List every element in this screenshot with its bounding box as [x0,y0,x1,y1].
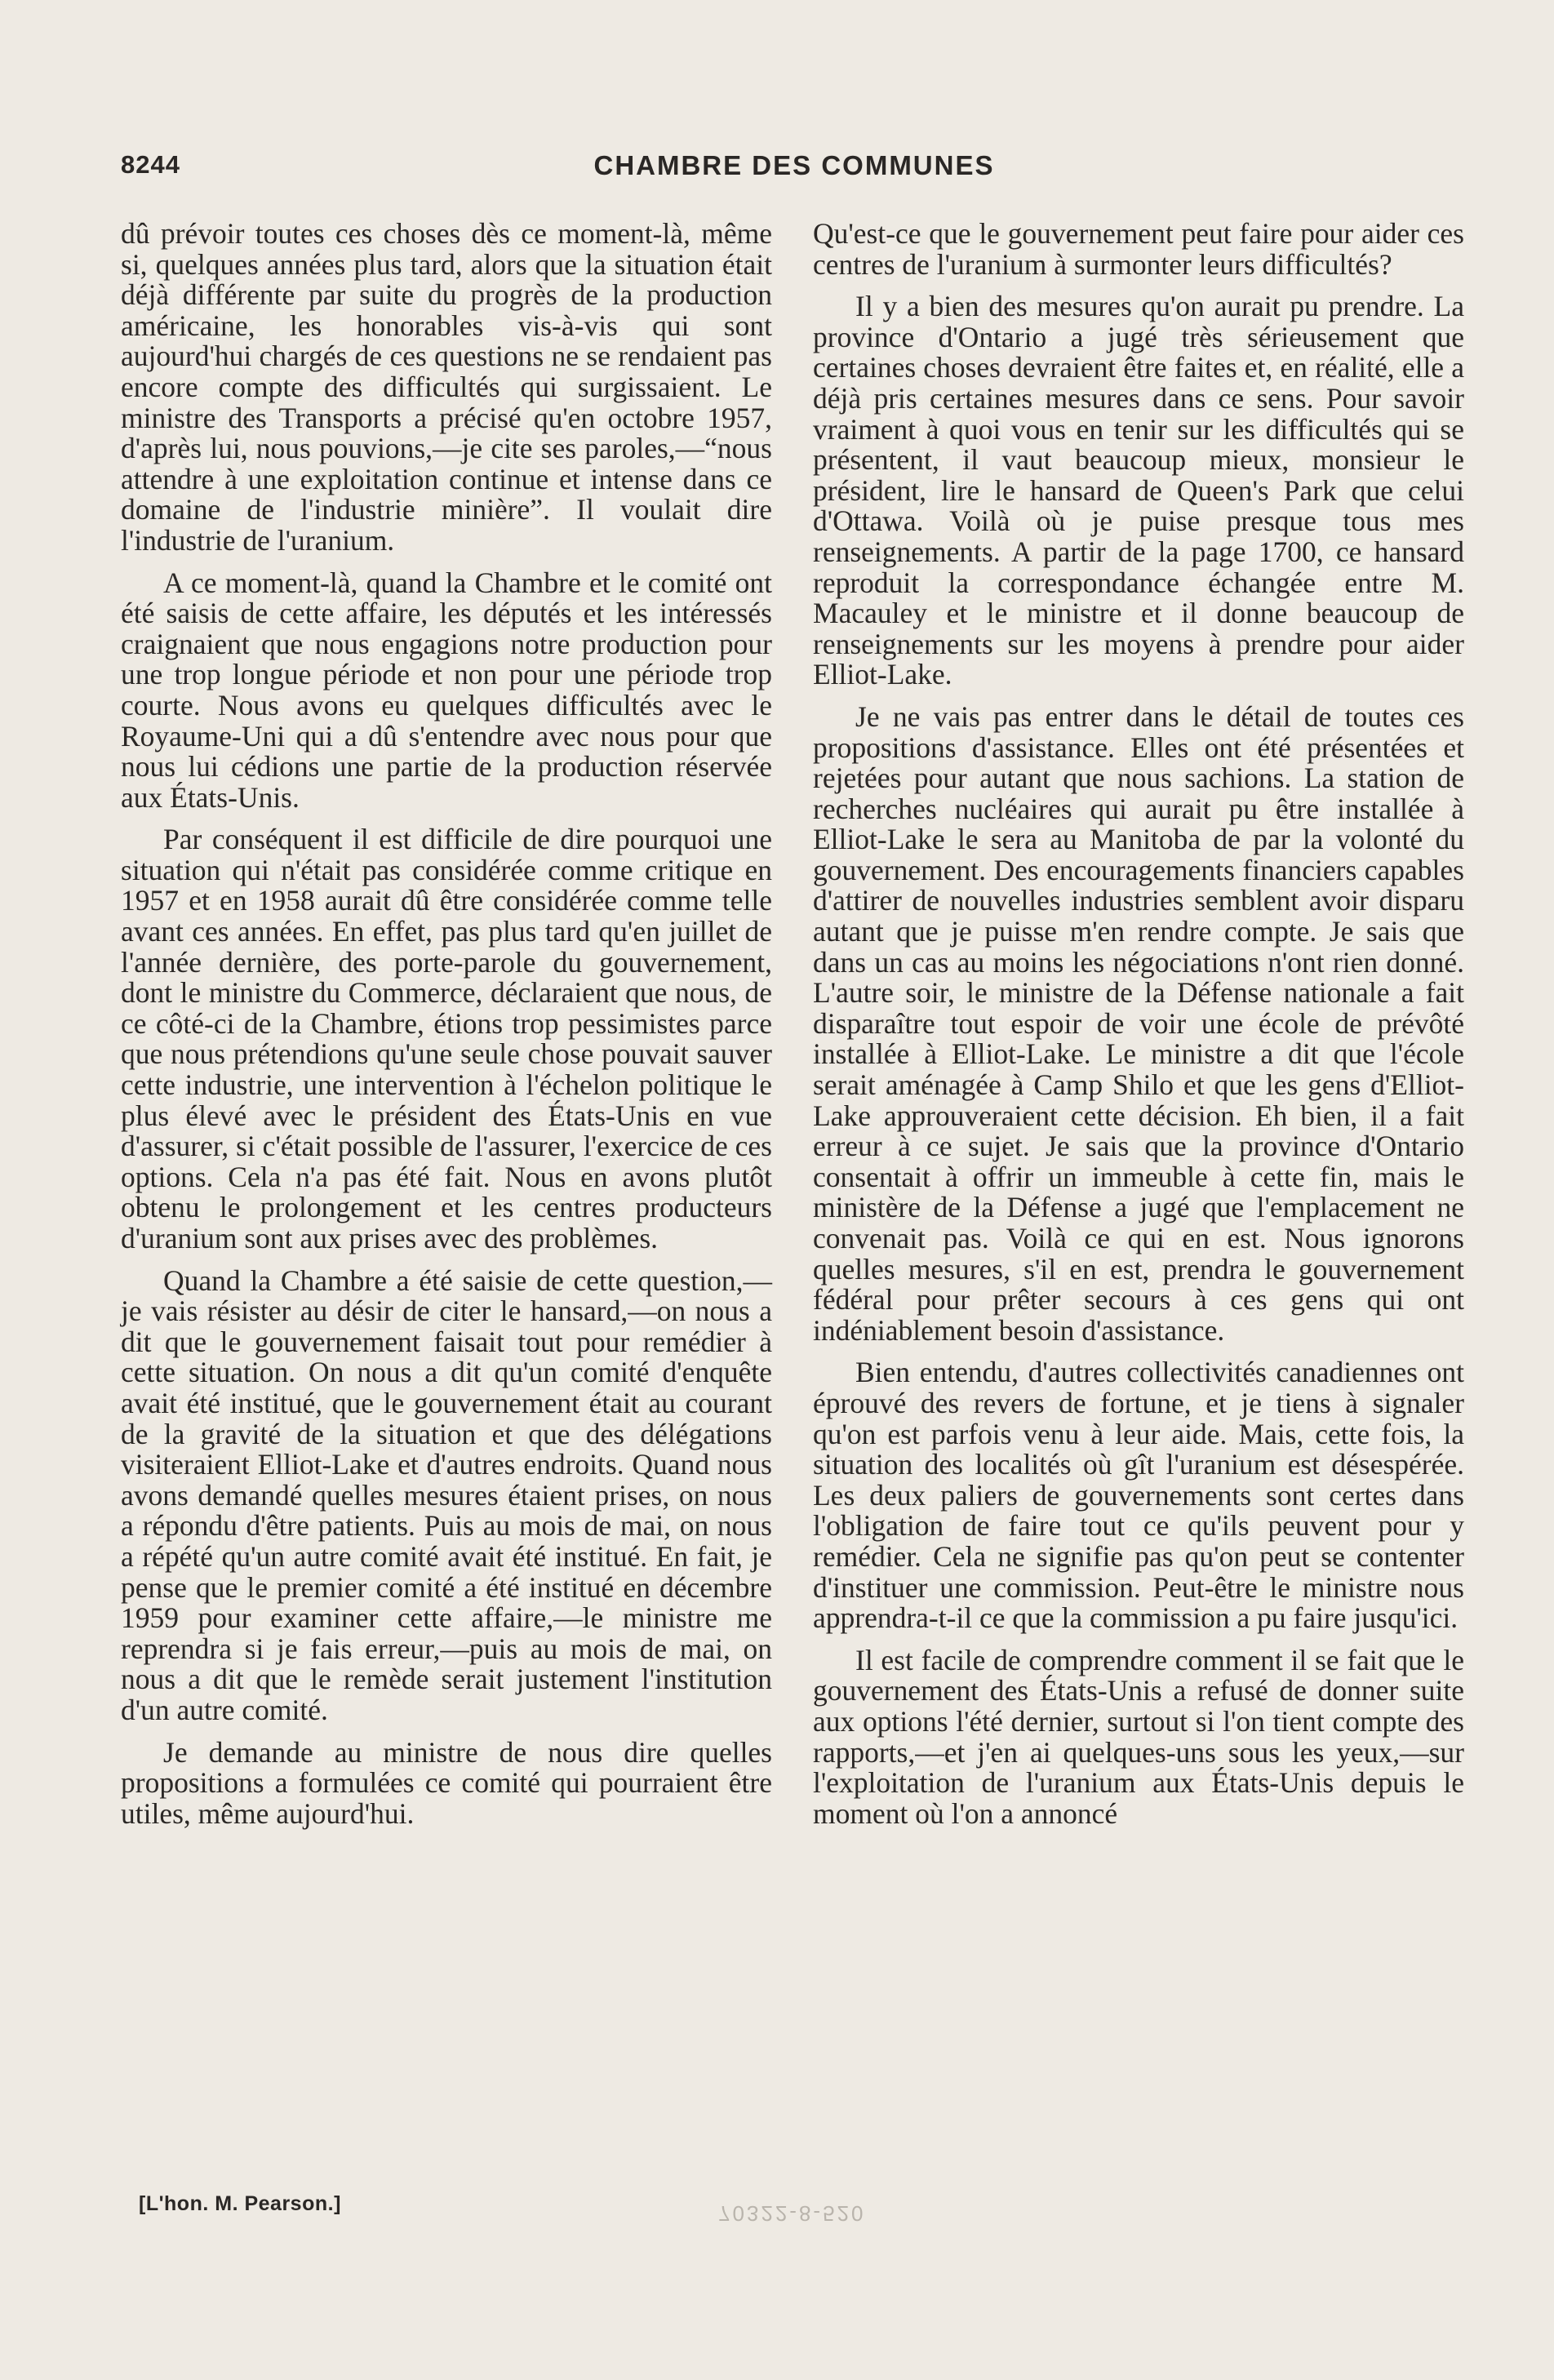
paragraph: dû prévoir toutes ces choses dès ce moment-là, même si, quelques années plus tard, alors que la situation était déjà différente par suite du progrès de la production américaine, les honorables vis-à-vis qui sont aujourd'hui chargés de ces questions ne se rendaient pas encore compte des difficultés qui surgissaient. Le ministre des Transports a précisé qu'en octobre 1957, d'après lui, nous pouvions,—je cite ses paroles,—“nous attendre à une exploitation continue et intense dans ce domaine de l'industrie minière”. Il voulait dire l'industrie de l'uranium. [121,217,772,557]
left-column [121,219,772,1841]
paragraph: Il est facile de comprendre comment il se fait que le gouvernement des États-Unis a refusé de donner suite aux options l'été dernier, surtout si l'on tient compte des rapports,—et j'en ai quelques-uns sous les yeux,—sur l'exploitation de l'uranium aux États-Unis depuis le moment où l'on a annoncé [813,1643,1464,1830]
speaker-attribution: [L'hon. M. Pearson.] [139,2192,341,2215]
paragraph: Quand la Chambre a été saisie de cette question,—je vais résister au désir de citer le hansard,—on nous a dit que le gouvernement faisait tout pour remédier à cette situation. On nous a dit qu'un comité d'enquête avait été institué, que le gouvernement était au courant de la gravité de la situation et que des délégations visiteraient Elliot-Lake et d'autres endroits. Quand nous avons demandé quelles mesures étaient prises, on nous a répondu d'être patients. Puis au mois de mai, on nous a répété qu'un autre comité avait été institué. En fait, je pense que le premier comité a été institué en décembre 1959 pour examiner cette affaire,—le ministre me reprendra si je fais erreur,—puis au mois de mai, on nous a dit que le remède serait justement l'institution d'un autre comité. [121,1263,772,1726]
bleed-through-code: 70322-8-520 [718,2201,866,2226]
page-number: 8244 [121,150,180,179]
page-header [121,150,1467,191]
paragraph: Il y a bien des mesures qu'on aurait pu prendre. La province d'Ontario a jugé très sérieusement que certaines choses devraient être faites et, en réalité, elle a déjà pris certaines mesures dans ce sens. Pour savoir vraiment à quoi vous en tenir sur les difficultés qui se présentent, il vaut beaucoup mieux, monsieur le président, lire le hansard de Queen's Park que celui d'Ottawa. Voilà où je puise presque tous mes renseignements. A partir de la page 1700, ce hansard reproduit la correspondance échangée entre M. Macauley et le ministre et il donne beaucoup de renseignements sur les moyens à prendre pour aider Elliot-Lake. [813,290,1464,691]
paragraph: Je ne vais pas entrer dans le détail de toutes ces propositions d'assistance. Elles ont été présentées et rejetées pour autant que nous sachions. La station de recherches nucléaires qui aurait pu être installée à Elliot-Lake le sera au Manitoba de par la volonté du gouvernement. Des encouragements financiers capables d'attirer de nouvelles industries semblent avoir disparu autant que je puisse m'en rendre compte. Je sais que dans un cas au moins les négociations n'ont rien donné. L'autre soir, le ministre de la Défense nationale a fait disparaître tout espoir de voir une école de prévôté installée à Elliot-Lake. Le ministre a dit que l'école serait aménagée à Camp Shilo et que les gens d'Elliot-Lake approuveraient cette décision. Eh bien, il a fait erreur à ce sujet. Je sais que la province d'Ontario consentait à offrir un immeuble à cette fin, mais le ministère de la Défense a jugé que l'emplacement ne convenait pas. Voilà ce qui en est. Nous ignorons quelles mesures, s'il en est, prendra le gouvernement fédéral pour prêter secours à ces gens qui ont indéniablement besoin d'assistance. [813,699,1464,1347]
paragraph: Bien entendu, d'autres collectivités canadiennes ont éprouvé des revers de fortune, et je tiens à signaler qu'on est parfois venu à leur aide. Mais, cette fois, la situation des localités où gît l'uranium est désespérée. Les deux paliers de gouvernements sont certes dans l'obligation de faire tout ce qu'ils peuvent pour y remédier. Cela ne signifie pas qu'on peut se contenter d'instituer une commission. Peut-être le ministre nous apprendra-t-il ce que la commission a pu faire jusqu'ici. [813,1356,1464,1635]
running-head: CHAMBRE DES COMMUNES [593,150,995,180]
paragraph: Qu'est-ce que le gouvernement peut faire pour aider ces centres de l'uranium à surmonter leurs difficultés? [813,217,1464,281]
paragraph: Je demande au ministre de nous dire quelles propositions a formulées ce comité qui pourraient être utiles, même aujourd'hui. [121,1735,772,1830]
right-column [813,219,1464,1841]
paragraph: Par conséquent il est difficile de dire pourquoi une situation qui n'était pas considérée comme critique en 1957 et en 1958 aurait dû être considérée comme telle avant ces années. En effet, pas plus tard qu'en juillet de l'année dernière, des porte-parole du gouvernement, dont le ministre du Commerce, déclaraient que nous, de ce côté-ci de la Chambre, étions trop pessimistes parce que nous prétendions qu'une seule chose pouvait sauver cette industrie, une intervention à l'échelon politique le plus élevé avec le président des États-Unis en vue d'assurer, si c'était possible de l'assurer, l'exercice de ces options. Cela n'a pas été fait. Nous en avons plutôt obtenu le prolongement et les centres producteurs d'uranium sont aux prises avec des problèmes. [121,823,772,1254]
paragraph: A ce moment-là, quand la Chambre et le comité ont été saisis de cette affaire, les députés et les intéressés craignaient que nous engagions notre production pour une trop longue période et non pour une période trop courte. Nous avons eu quelques difficultés avec le Royaume-Uni qui a dû s'entendre avec nous pour que nous lui cédions une partie de la production réservée aux États-Unis. [121,566,772,814]
